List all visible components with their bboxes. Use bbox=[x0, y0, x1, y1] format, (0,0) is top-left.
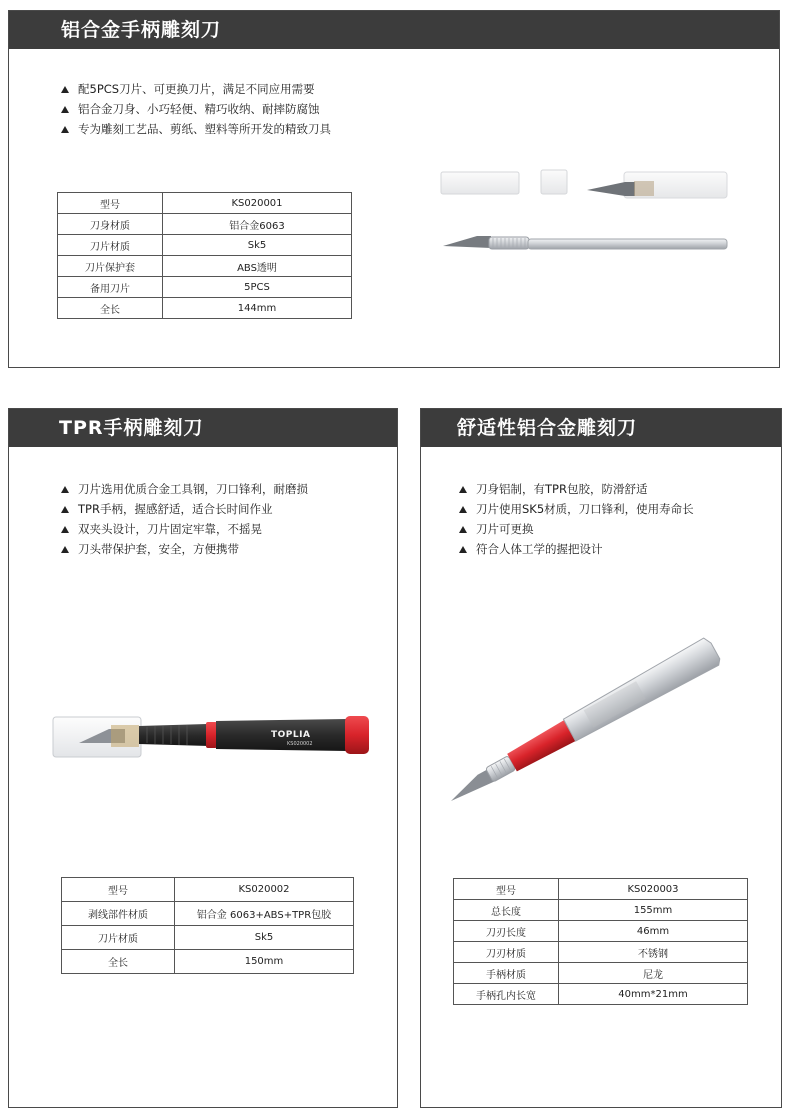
spec-value: 46mm bbox=[559, 921, 748, 942]
triangle-bullet-icon bbox=[459, 486, 467, 493]
table-row bbox=[62, 926, 354, 950]
table-row bbox=[454, 879, 748, 900]
triangle-bullet-icon bbox=[61, 526, 69, 533]
spec-label: 型号 bbox=[454, 879, 559, 900]
spec-label: 手柄孔内长宽 bbox=[454, 984, 559, 1005]
spec-label: 刀片材质 bbox=[62, 926, 175, 950]
spec-label: 刀片保护套 bbox=[58, 256, 163, 277]
panel-header-1 bbox=[9, 11, 779, 49]
spec-label: 型号 bbox=[62, 878, 175, 902]
panel-title-2: TPR手柄雕刻刀 bbox=[59, 417, 204, 439]
tpr-knife-image bbox=[51, 711, 373, 761]
spec-value: ABS透明 bbox=[163, 256, 352, 277]
spec-value: Sk5 bbox=[175, 926, 354, 950]
table-row bbox=[62, 950, 354, 974]
feature-item: 刀头带保护套，安全，方便携带 bbox=[61, 539, 308, 559]
table-row bbox=[62, 902, 354, 926]
feature-list-3 bbox=[459, 479, 694, 559]
table-row bbox=[454, 984, 748, 1005]
brand-logo-text: TOPLIA bbox=[271, 730, 311, 740]
spec-table-2 bbox=[61, 877, 354, 974]
table-row bbox=[62, 878, 354, 902]
triangle-bullet-icon bbox=[61, 546, 69, 553]
spec-value: KS020002 bbox=[175, 878, 354, 902]
spec-label: 手柄材质 bbox=[454, 963, 559, 984]
panel-header-3 bbox=[421, 409, 781, 447]
product-panel-1 bbox=[8, 10, 780, 368]
table-row bbox=[58, 256, 352, 277]
spec-label: 全长 bbox=[62, 950, 175, 974]
triangle-bullet-icon bbox=[61, 126, 69, 133]
product-panel-3 bbox=[420, 408, 782, 1108]
spec-label: 刀片材质 bbox=[58, 235, 163, 256]
feature-item: 刀片选用优质合金工具钢，刀口锋利，耐磨损 bbox=[61, 479, 308, 499]
spec-value: 铝合金 6063+ABS+TPR包胶 bbox=[175, 902, 354, 926]
spec-label: 刀刃长度 bbox=[454, 921, 559, 942]
spec-label: 刀刃材质 bbox=[454, 942, 559, 963]
triangle-bullet-icon bbox=[61, 106, 69, 113]
triangle-bullet-icon bbox=[459, 526, 467, 533]
feature-item: 刀片可更换 bbox=[459, 519, 694, 539]
panel-header-2 bbox=[9, 409, 397, 447]
triangle-bullet-icon bbox=[61, 506, 69, 513]
spec-value: 尼龙 bbox=[559, 963, 748, 984]
spec-value: 40mm*21mm bbox=[559, 984, 748, 1005]
spec-value: Sk5 bbox=[163, 235, 352, 256]
panel-title-1: 铝合金手柄雕刻刀 bbox=[61, 19, 222, 41]
spec-label: 刀身材质 bbox=[58, 214, 163, 235]
panel-title-3: 舒适性铝合金雕刻刀 bbox=[457, 417, 638, 439]
product-panel-2 bbox=[8, 408, 398, 1108]
spec-value: 5PCS bbox=[163, 277, 352, 298]
table-row bbox=[58, 298, 352, 319]
triangle-bullet-icon bbox=[61, 86, 69, 93]
table-row bbox=[454, 963, 748, 984]
spec-label: 总长度 bbox=[454, 900, 559, 921]
spec-label: 剥线部件材质 bbox=[62, 902, 175, 926]
spec-value: KS020003 bbox=[559, 879, 748, 900]
table-row bbox=[58, 235, 352, 256]
model-print-text: KS020002 bbox=[287, 741, 313, 747]
spec-table-3 bbox=[453, 878, 748, 1005]
feature-item: 配5PCS刀片、可更换刀片，满足不同应用需要 bbox=[61, 79, 331, 99]
comfort-knife-image bbox=[451, 629, 761, 809]
spec-value: 150mm bbox=[175, 950, 354, 974]
feature-item: 刀身铝制，有TPR包胶，防滑舒适 bbox=[459, 479, 694, 499]
knife-set-image-1 bbox=[429, 166, 729, 256]
spec-value: 155mm bbox=[559, 900, 748, 921]
feature-item: 刀片使用SK5材质，刀口锋利，使用寿命长 bbox=[459, 499, 694, 519]
spec-value: 铝合金6063 bbox=[163, 214, 352, 235]
table-row bbox=[58, 277, 352, 298]
spec-table-1 bbox=[57, 192, 352, 319]
spec-value: 不锈钢 bbox=[559, 942, 748, 963]
feature-item: 专为雕刻工艺品、剪纸、塑料等所开发的精致刀具 bbox=[61, 119, 331, 139]
table-row bbox=[58, 193, 352, 214]
feature-list-1 bbox=[61, 79, 331, 139]
table-row bbox=[58, 214, 352, 235]
feature-item: 符合人体工学的握把设计 bbox=[459, 539, 694, 559]
spec-value: KS020001 bbox=[163, 193, 352, 214]
feature-item: 铝合金刀身、小巧轻便、精巧收纳、耐摔防腐蚀 bbox=[61, 99, 331, 119]
feature-list-2 bbox=[61, 479, 308, 559]
triangle-bullet-icon bbox=[459, 546, 467, 553]
triangle-bullet-icon bbox=[459, 506, 467, 513]
spec-value: 144mm bbox=[163, 298, 352, 319]
feature-item: 双夹头设计，刀片固定牢靠，不摇晃 bbox=[61, 519, 308, 539]
triangle-bullet-icon bbox=[61, 486, 69, 493]
table-row bbox=[454, 900, 748, 921]
spec-label: 备用刀片 bbox=[58, 277, 163, 298]
table-row bbox=[454, 942, 748, 963]
feature-item: TPR手柄，握感舒适，适合长时间作业 bbox=[61, 499, 308, 519]
spec-label: 型号 bbox=[58, 193, 163, 214]
table-row bbox=[454, 921, 748, 942]
spec-label: 全长 bbox=[58, 298, 163, 319]
